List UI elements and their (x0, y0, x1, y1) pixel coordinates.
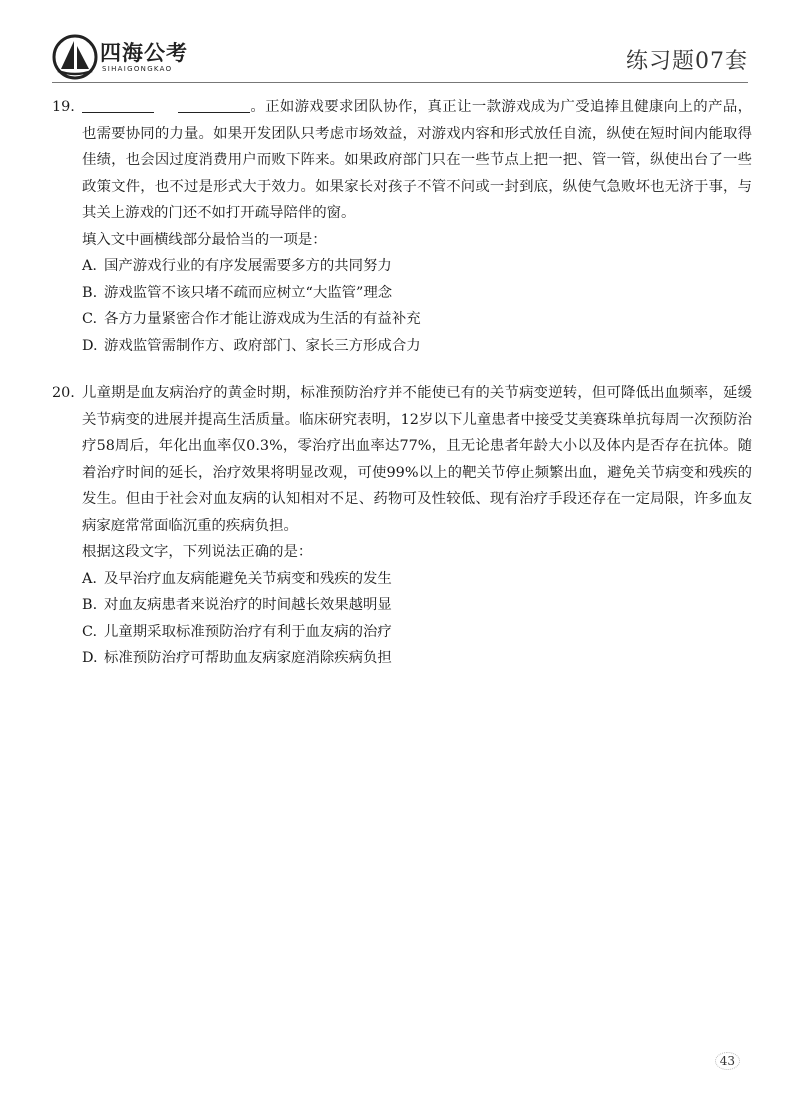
option-text: 游戏监管不该只堵不疏而应树立“大监管”理念 (104, 284, 393, 301)
question-prompt: 根据这段文字，下列说法正确的是： (82, 544, 313, 560)
answer-blank (82, 96, 154, 113)
option-d (52, 645, 752, 672)
page-number: 43 (715, 1052, 740, 1070)
set-title: 练习题07套 (626, 49, 748, 74)
option-letter: B. (82, 597, 98, 613)
question-stem (52, 94, 752, 227)
question-number: 19. (52, 99, 75, 115)
option-letter: B. (82, 284, 98, 301)
option-c (52, 619, 752, 646)
question-stem (52, 380, 752, 539)
option-letter: C. (82, 311, 98, 327)
option-letter: A. (82, 570, 97, 587)
option-letter: D. (82, 337, 98, 354)
option-b (52, 280, 752, 307)
option-text: 游戏监管需制作方、政府部门、家长三方形成合力 (104, 337, 421, 354)
option-text: 儿童期采取标准预防治疗有利于血友病的治疗 (104, 623, 392, 640)
option-letter: A. (82, 258, 97, 274)
option-text: 标准预防治疗可帮助血友病家庭消除疾病负担 (104, 650, 392, 666)
logo (52, 34, 202, 86)
option-letter: D. (82, 650, 98, 666)
question-20 (52, 380, 752, 672)
answer-blank (178, 96, 250, 113)
logo-subtext: SIHAIGONGKAO (102, 65, 173, 73)
question-19 (52, 94, 752, 359)
option-text: 国产游戏行业的有序发展需要多方的共同努力 (104, 258, 392, 274)
option-a (52, 253, 752, 280)
option-b (52, 592, 752, 619)
option-c (52, 306, 752, 333)
logo-text: 四海公考 (100, 41, 188, 65)
stem-text: 。正如游戏要求团队协作，真正让一款游戏成为广受追捧且健康向上的产品，也需要协同的力量。如果开发团队只考虑市场效益，对游戏内容和形式放任自流，纵使在短时间内能取得佳绩，也会因过度消费用户而败下阵来。如果政府部门只在一些节点上把一把、管一管，纵使出台了一些政策文件，也不过是形式大于效力。如果家长对孩子不管不问或一封到底，纵使气急败坏也无济于事，与其关上游戏的门还不如打开疏导陪伴的窗。 (82, 99, 752, 221)
option-d (52, 333, 752, 360)
option-text: 各方力量紧密合作才能让游戏成为生活的有益补充 (104, 311, 421, 327)
option-letter: C. (82, 623, 98, 640)
page-header (0, 0, 800, 96)
option-text: 及早治疗血友病能避免关节病变和残疾的发生 (104, 570, 392, 587)
question-prompt: 填入文中画横线部分最恰当的一项是： (82, 231, 327, 248)
option-text: 对血友病患者来说治疗的时间越长效果越明显 (104, 597, 392, 613)
header-divider (52, 82, 748, 83)
question-number: 20. (52, 385, 75, 401)
stem-text: 儿童期是血友病治疗的黄金时期，标准预防治疗并不能使已有的关节病变逆转，但可降低出血频率，延缓关节病变的进展并提高生活质量。临床研究表明，12岁以下儿童患者中接受艾美赛珠单抗每周一次预防治疗58周后，年化出血率仅0.3%，零治疗出血率达77%，且无论患者年龄大小以及体内是否存在抗体。随着治疗时间的延长，治疗效果将明显改观，可使99%以上的靶关节停止频繁出血，避免关节病变和残疾的发生。但由于社会对血友病的认知相对不足、药物可及性较低、现有治疗手段还存在一定局限，许多血友病家庭常常面临沉重的疾病负担。 (82, 385, 752, 534)
option-a (52, 566, 752, 593)
sailboat-logo-icon (52, 34, 98, 80)
